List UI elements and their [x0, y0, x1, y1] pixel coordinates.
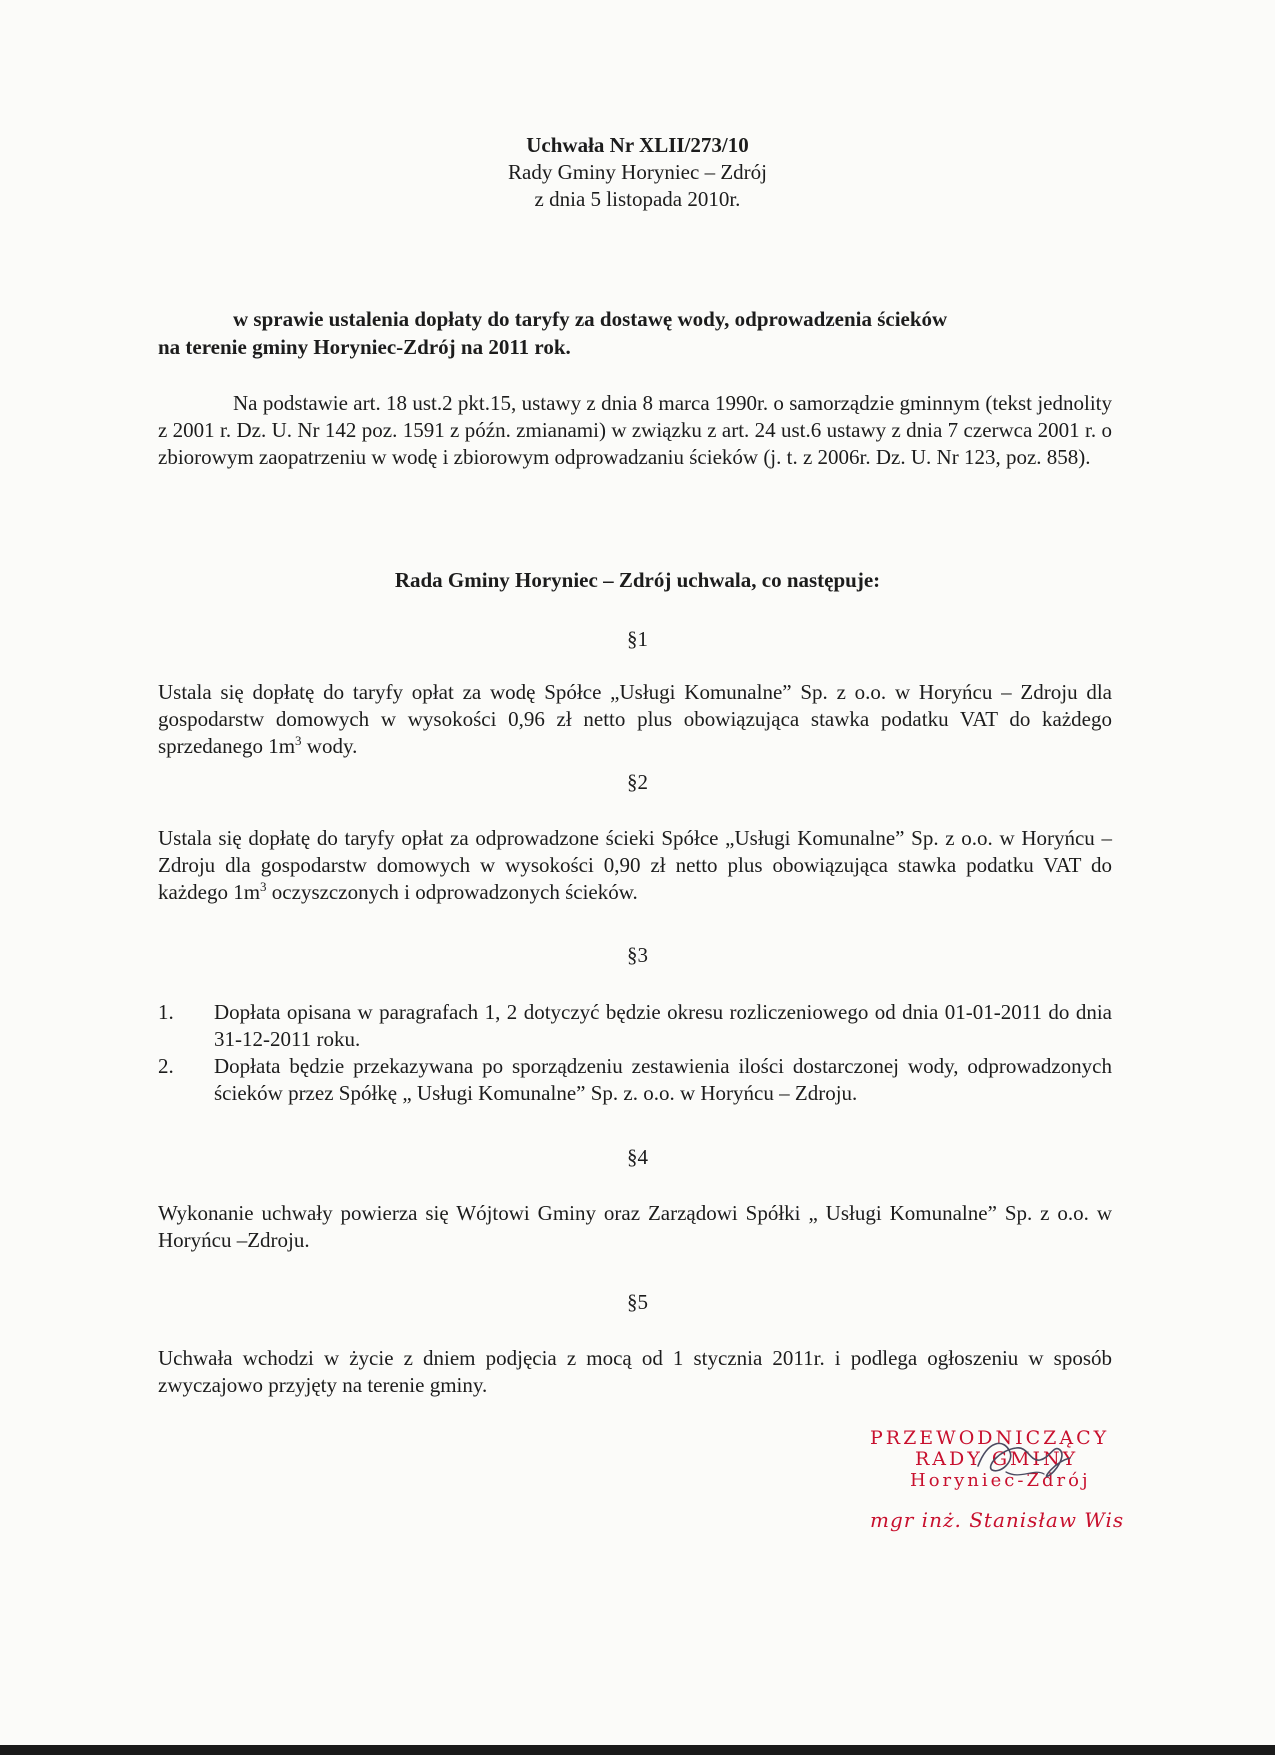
section-4-label: §4 [627, 1145, 648, 1169]
chairman-name: mgr inż. Stanisław Wis [870, 1508, 1125, 1532]
list-item-number: 2. [158, 1054, 174, 1078]
document-header [0, 132, 1275, 213]
section-2-label: §2 [627, 770, 648, 794]
subject-line-1: w sprawie ustalenia dopłaty do taryfy za dostawę wody, odprowadzenia ścieków [233, 307, 948, 331]
resolution-date: z dnia 5 listopada 2010r. [534, 187, 741, 211]
resolves-heading: Rada Gminy Horyniec – Zdrój uchwala, co następuje: [394, 568, 881, 592]
scan-edge [0, 1745, 1275, 1755]
stamp-line-1: PRZEWODNICZĄCY [870, 1427, 1110, 1449]
section-2-text-a: Ustala się dopłatę do taryfy opłat za odprowadzone ścieki Spółce „Usługi Komunalne” Sp. z o.o. w Horyńcu – Zdroju dla gospodarstw domowych w wysokości 0,90 zł netto plus obowiązująca stawka podatku VAT do każdego 1m [158, 826, 1112, 904]
section-4-text: Wykonanie uchwały powierza się Wójtowi Gminy oraz Zarządowi Spółki „ Usługi Komunalne” Sp. z o.o. w Horyńcu –Zdroju. [158, 1201, 1112, 1252]
council-name: Rady Gminy Horyniec – Zdrój [508, 160, 767, 184]
section-1-text [158, 679, 1112, 760]
section-1-label: §1 [627, 627, 648, 651]
section-1-sup: 3 [295, 733, 302, 748]
section-5-label: §5 [627, 1290, 648, 1314]
section-2-text-b: oczyszczonych i odprowadzonych ścieków. [266, 880, 638, 904]
section-3-list [158, 999, 1112, 1107]
list-item-text: Dopłata będzie przekazywana po sporządzeniu zestawienia ilości dostarczonej wody, odprowadzonych ścieków przez Spółkę „ Usługi Komunalne” Sp. z. o.o. w Horyńcu – Zdroju. [214, 1054, 1112, 1105]
resolution-number: Uchwała Nr XLII/273/10 [526, 133, 749, 157]
legal-basis: Na podstawie art. 18 ust.2 pkt.15, ustawy z dnia 8 marca 1990r. o samorządzie gminnym (tekst jednolity z 2001 r. Dz. U. Nr 142 poz. 1591 z późn. zmianami) w związku z art. 24 ust.6 ustawy z dnia 7 czerwca 2001 r. o zbiorowym zaopatrzeniu w wodę i zbiorowym odprowadzaniu ścieków (j. t. z 2006r. Dz. U. Nr 123, poz. 858). [158, 391, 1112, 469]
resolution-subject [158, 305, 1118, 361]
stamp-line-3: Horyniec-Zdrój [910, 1470, 1091, 1491]
section-1-text-b: wody. [301, 734, 358, 758]
handwritten-signature [970, 1432, 1080, 1492]
list-item [158, 1053, 1112, 1107]
list-item-text: Dopłata opisana w paragrafach 1, 2 dotyczyć będzie okresu rozliczeniowego od dnia 01-01-2011 do dnia 31-12-2011 roku. [214, 1000, 1112, 1051]
section-3-label: §3 [627, 943, 648, 967]
section-1-text-a: Ustala się dopłatę do taryfy opłat za wodę Spółce „Usługi Komunalne” Sp. z o.o. w Horyńcu – Zdroju dla gospodarstw domowych w wysokości 0,96 zł netto plus obowiązująca stawka podatku VAT do każdego sprzedanego 1m [158, 680, 1112, 758]
stamp-line-2: RADY GMINY [915, 1448, 1079, 1470]
list-item-number: 1. [158, 1000, 174, 1024]
subject-line-2: na terenie gminy Horyniec-Zdrój na 2011 rok. [158, 335, 571, 359]
section-2-sup: 3 [260, 879, 267, 894]
section-5-text: Uchwała wchodzi w życie z dniem podjęcia z mocą od 1 stycznia 2011r. i podlega ogłoszeniu w sposób zwyczajowo przyjęty na terenie gminy. [158, 1346, 1112, 1397]
section-2-text [158, 825, 1112, 906]
list-item [158, 999, 1112, 1053]
